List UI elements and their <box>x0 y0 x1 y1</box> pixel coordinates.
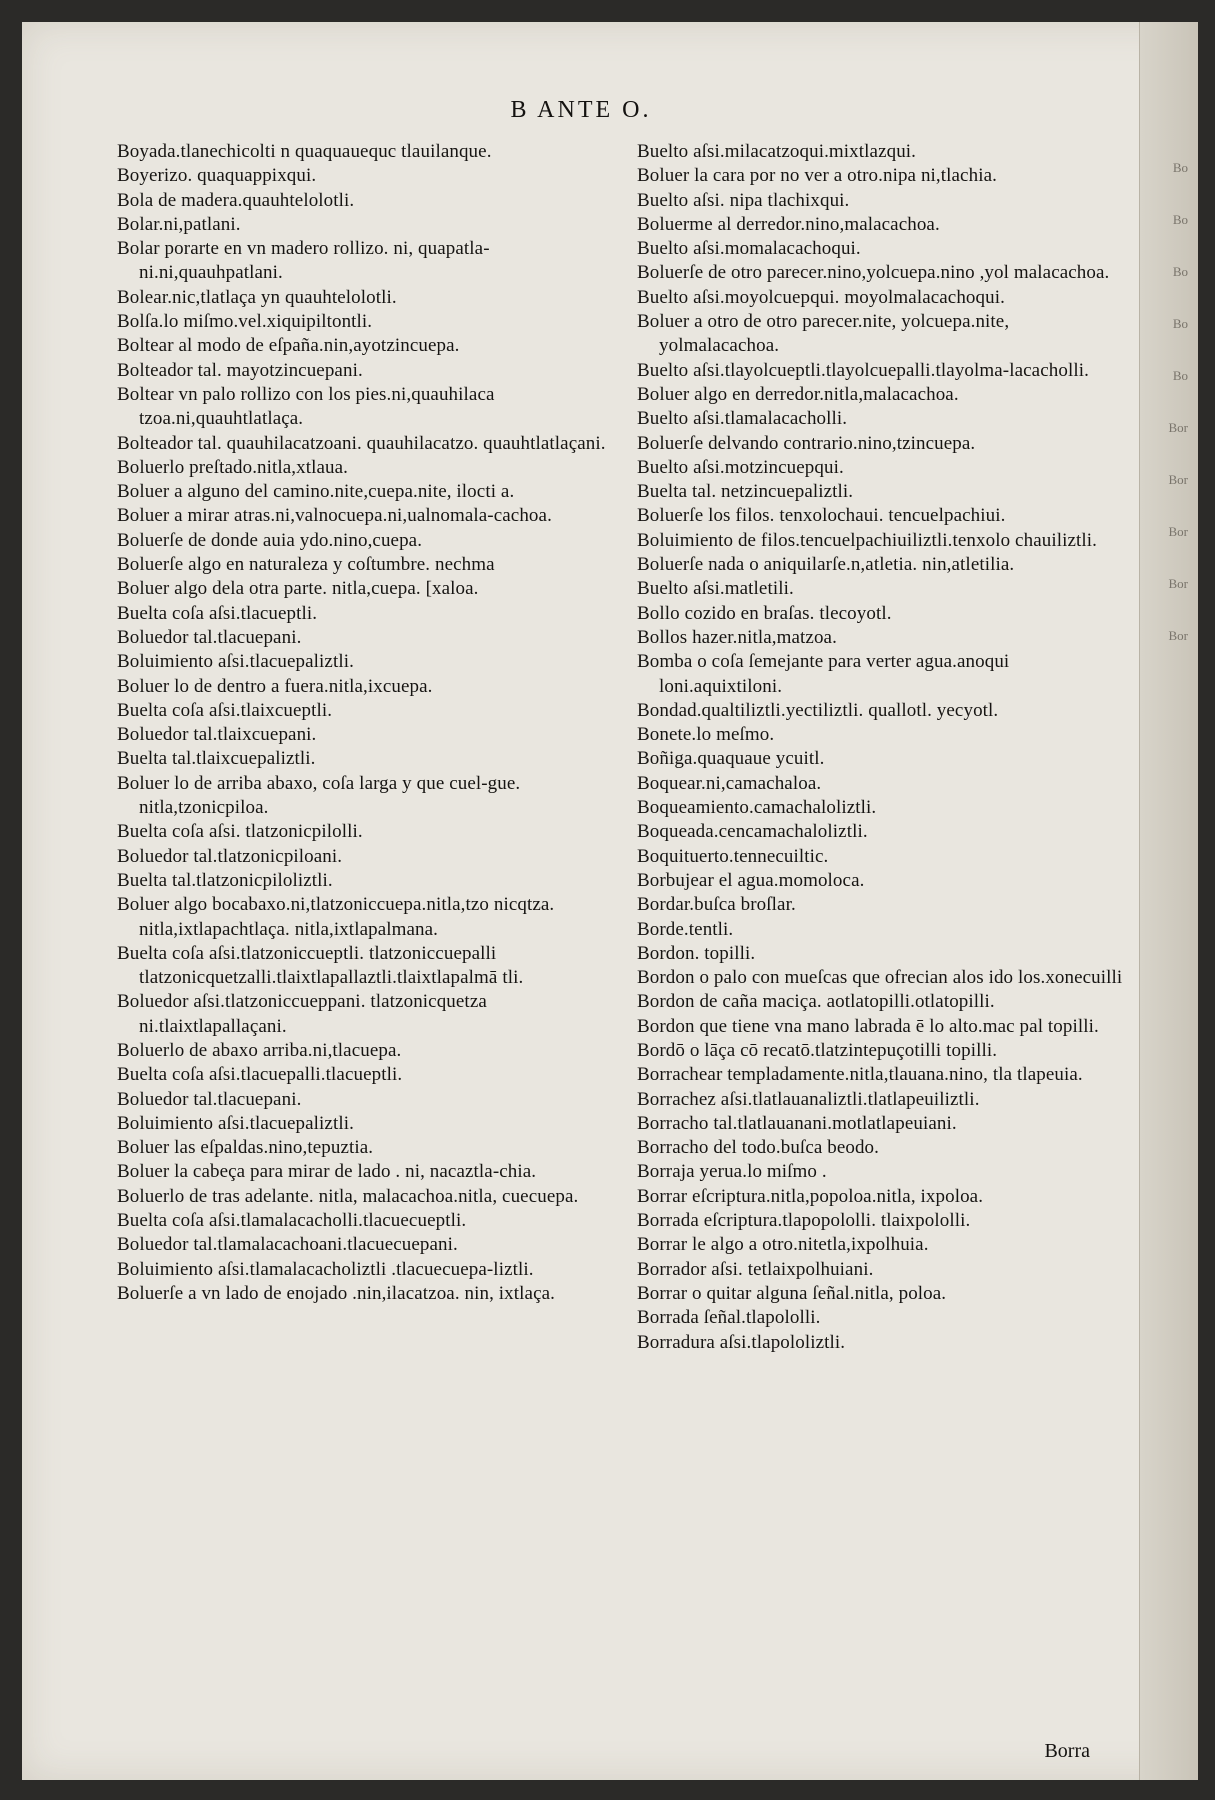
dictionary-entry: Bordon. topilli. <box>637 942 756 964</box>
adjacent-page-fragment: Bor <box>1168 576 1188 591</box>
dictionary-entry: Borbujear el agua.momoloca. <box>637 869 865 891</box>
dictionary-entry: Boquear.ni,camachaloa. <box>637 772 822 794</box>
dictionary-entry: Boluerſe de otro parecer.nino,yolcuepa.nino ,yol malacachoa. <box>637 262 1110 284</box>
adjacent-page-fragment: Bor <box>1168 524 1188 539</box>
dictionary-entry: Boltear al modo de eſpaña.nin,ayotzincuepa. <box>117 335 460 357</box>
dictionary-entry: Bollo cozido en braſas. tlecoyotl. <box>637 602 892 624</box>
dictionary-entry: Bolſa.lo miſmo.vel.xiquipiltontli. <box>117 311 373 333</box>
dictionary-entry: Boluimiento de filos.tencuelpachiuiliztli.tenxolo chauiliztli. <box>637 529 1097 551</box>
dictionary-entry: Boluer a alguno del camino.nite,cuepa.nite, ilocti a. <box>117 481 515 503</box>
dictionary-entry: Boqueada.cencamachaloliztli. <box>637 821 868 843</box>
dictionary-entry: Bordon que tiene vna mano labrada ē lo alto.mac pal topilli. <box>637 1015 1099 1037</box>
dictionary-entry: Boluerſe los filos. tenxolochaui. tencuelpachiui. <box>637 505 1006 527</box>
dictionary-entry: Boluedor tal.tlatzonicpiloani. <box>117 845 343 867</box>
dictionary-entry: Boluerſe algo en naturaleza y coſtumbre. nechma <box>117 554 495 576</box>
dictionary-entry: Bomba o coſa ſemejante para verter agua.anoqui loni.aquixtiloni. <box>637 651 1010 697</box>
dictionary-entry: Boluedor tal.tlacuepani. <box>117 1088 302 1110</box>
dictionary-entry: Boluerſe de donde auia ydo.nino,cuepa. <box>117 529 423 551</box>
dictionary-entry: Buelto aſsi.tlamalacacholli. <box>637 408 848 430</box>
adjacent-page-fragment: Bo <box>1172 160 1188 175</box>
dictionary-entry: Buelta coſa aſsi. tlatzonicpilolli. <box>117 821 363 843</box>
dictionary-entry: Buelta tal.tlatzonicpiloliztli. <box>117 869 333 891</box>
dictionary-entry: Boluerlo preſtado.nitla,xtlaua. <box>117 456 349 478</box>
dictionary-entry: Buelto aſsi.motzincuepqui. <box>637 456 844 478</box>
dictionary-entry: Buelto aſsi.moyolcuepqui. moyolmalacachoqui. <box>637 286 1005 308</box>
dictionary-entry: Boluer algo en derredor.nitla,malacachoa. <box>637 383 959 405</box>
dictionary-entry: Boluedor tal.tlacuepani. <box>117 626 302 648</box>
dictionary-entry: Buelta coſa aſsi.tlacueptli. <box>117 602 318 624</box>
adjacent-page-fragment: Bor <box>1168 472 1188 487</box>
dictionary-entry: Borrador aſsi. tetlaixpolhuiani. <box>637 1258 874 1280</box>
dictionary-entry: Borrachear templadamente.nitla,tlauana.nino, tla tlapeuia. <box>637 1064 1083 1086</box>
dictionary-entry: Boluerſe nada o aniquilarſe.n,atletia. nin,atletilia. <box>637 554 1015 576</box>
dictionary-entry: Boyerizo. quaquappixqui. <box>117 165 317 187</box>
dictionary-entry: Bordō o lāça cō recatō.tlatzintepuçotilli topilli. <box>637 1039 998 1061</box>
dictionary-entry: Boluerſe a vn lado de enojado .nin,ilacatzoa. nin, ixtlaça. <box>117 1282 555 1304</box>
dictionary-entry: Boluer a otro de otro parecer.nite, yolcuepa.nite, yolmalacachoa. <box>637 311 1010 357</box>
dictionary-entry: Boluimiento aſsi.tlacuepaliztli. <box>117 651 354 673</box>
dictionary-entry: Bondad.qualtiliztli.yectiliztli. quallotl. yecyotl. <box>637 699 999 721</box>
dictionary-entry: Boluerſe delvando contrario.nino,tzincuepa. <box>637 432 976 454</box>
book-page <box>22 22 1198 1780</box>
dictionary-entry: Boluer la cara por no ver a otro.nipa ni,tlachia. <box>637 165 997 187</box>
dictionary-entry: Boluer algo dela otra parte. nitla,cuepa. [xaloa. <box>117 578 479 600</box>
adjacent-page-fragment: Bo <box>1172 264 1188 279</box>
dictionary-entry: Boluedor tal.tlaixcuepani. <box>117 724 317 746</box>
adjacent-page-fragment: Bo <box>1172 368 1188 383</box>
dictionary-entry: Bolar porarte en vn madero rollizo. ni, quapatla-ni.ni,quauhpatlani. <box>117 238 490 284</box>
dictionary-entry: Buelta tal. netzincuepaliztli. <box>637 481 854 503</box>
dictionary-entry: Borrar o quitar alguna ſeñal.nitla, poloa. <box>637 1282 947 1304</box>
dictionary-entry: Buelta coſa aſsi.tlamalacacholli.tlacuecueptli. <box>117 1210 467 1232</box>
running-header: B ANTE O. <box>510 97 652 123</box>
dictionary-entry: Buelta coſa aſsi.tlacuepalli.tlacueptli. <box>117 1064 403 1086</box>
dictionary-entry: Bordon o palo con mueſcas que ofrecian alos ido los.xonecuilli <box>637 967 1123 989</box>
dictionary-entry: Bordon de caña maciça. aotlatopilli.otlatopilli. <box>637 991 995 1013</box>
dictionary-entry: Boluerme al derredor.nino,malacachoa. <box>637 213 940 235</box>
adjacent-page-fragment: Bo <box>1172 316 1188 331</box>
dictionary-entry: Borracho tal.tlatlauanani.motlatlapeuiani. <box>637 1112 957 1134</box>
dictionary-entry: Bordar.buſca broſlar. <box>637 894 796 916</box>
dictionary-entry: Boluer algo bocabaxo.ni,tlatzoniccuepa.nitla,tzo nicqtza. nitla,ixtlapachtlaça. nitla,ixtlapalmana. <box>117 894 555 940</box>
dictionary-entry: Boluerlo de tras adelante. nitla, malacachoa.nitla, cuecuepa. <box>117 1185 579 1207</box>
dictionary-entry: Buelta coſa aſsi.tlatzoniccueptli. tlatzoniccuepalli tlatzonicquetzalli.tlaixtlapallaztli.tlaixtlapalmā tli. <box>117 942 524 989</box>
dictionary-entry: Bonete.lo meſmo. <box>637 724 775 746</box>
dictionary-entry: Buelto aſsi.momalacachoqui. <box>637 238 861 260</box>
dictionary-entry: Boyada.tlanechicolti n quaquauequc tlauilanque. <box>117 141 492 162</box>
dictionary-entry: Borrada ſeñal.tlapololli. <box>637 1307 821 1329</box>
dictionary-entry: Boqueamiento.camachaloliztli. <box>637 797 877 819</box>
dictionary-entry: Bolteador tal. mayotzincuepani. <box>117 359 363 381</box>
dictionary-entry: Buelto aſsi.tlayolcueptli.tlayolcuepalli.tlayolma-lacacholli. <box>637 359 1089 381</box>
dictionary-entry: Borrada eſcriptura.tlapopololli. tlaixpololli. <box>637 1210 971 1232</box>
left-column <box>117 140 622 1306</box>
dictionary-entry: Buelto aſsi. nipa tlachixqui. <box>637 189 850 211</box>
dictionary-entry: Boluer las eſpaldas.nino,tepuztia. <box>117 1137 374 1159</box>
dictionary-entry: Buelta coſa aſsi.tlaixcueptli. <box>117 699 333 721</box>
dictionary-entry: Boluedor tal.tlamalacachoani.tlacuecuepani. <box>117 1234 458 1256</box>
dictionary-entry: Borrar le algo a otro.nitetla,ixpolhuia. <box>637 1234 929 1256</box>
dictionary-entry: Buelto aſsi.milacatzoqui.mixtlazqui. <box>637 141 917 162</box>
right-column <box>637 140 1132 1355</box>
dictionary-entry: Bolear.nic,tlatlaça yn quauhtelolotli. <box>117 286 397 308</box>
dictionary-entry: Boluimiento aſsi.tlacuepaliztli. <box>117 1112 354 1134</box>
dictionary-entry: Buelto aſsi.matletili. <box>637 578 794 600</box>
adjacent-page-edge <box>1139 22 1198 1780</box>
dictionary-entry: Boquituerto.tennecuiltic. <box>637 845 829 867</box>
dictionary-entry: Boluedor aſsi.tlatzoniccueppani. tlatzonicquetza ni.tlaixtlapallaçani. <box>117 991 487 1037</box>
dictionary-entry: Bola de madera.quauhtelolotli. <box>117 189 355 211</box>
dictionary-entry: Bolar.ni,patlani. <box>117 213 241 235</box>
catchword: Borra <box>1044 1740 1090 1762</box>
dictionary-entry: Borradura aſsi.tlapololiztli. <box>637 1331 846 1353</box>
dictionary-entry: Borrar eſcriptura.nitla,popoloa.nitla, ixpoloa. <box>637 1185 984 1207</box>
dictionary-entry: Boluer lo de dentro a fuera.nitla,ixcuepa. <box>117 675 433 697</box>
dictionary-entry: Bolteador tal. quauhilacatzoani. quauhilacatzo. quauhtlatlaçani. <box>117 432 606 454</box>
adjacent-page-fragments <box>1148 142 1188 662</box>
dictionary-entry: Bollos hazer.nitla,matzoa. <box>637 626 837 648</box>
dictionary-entry: Borrachez aſsi.tlatlauanaliztli.tlatlapeuiliztli. <box>637 1088 980 1110</box>
dictionary-entry: Borde.tentli. <box>637 918 734 940</box>
dictionary-entry: Boluimiento aſsi.tlamalacacholiztli .tlacuecuepa-liztli. <box>117 1258 534 1280</box>
dictionary-entry: Boñiga.quaquaue ycuitl. <box>637 748 825 770</box>
dictionary-entry: Boluer la cabeça para mirar de lado . ni, nacaztla-chia. <box>117 1161 537 1183</box>
dictionary-entry: Boluer lo de arriba abaxo, coſa larga y que cuel-gue. nitla,tzonicpiloa. <box>117 772 521 819</box>
dictionary-entry: Boluer a mirar atras.ni,valnocuepa.ni,ualnomala-cachoa. <box>117 505 552 527</box>
dictionary-entry: Borracho del todo.buſca beodo. <box>637 1137 880 1159</box>
adjacent-page-fragment: Bor <box>1168 420 1188 435</box>
adjacent-page-fragment: Bo <box>1172 212 1188 227</box>
dictionary-entry: Borraja yerua.lo miſmo . <box>637 1161 827 1183</box>
adjacent-page-fragment: Bor <box>1168 628 1188 643</box>
dictionary-entry: Buelta tal.tlaixcuepaliztli. <box>117 748 316 770</box>
dictionary-entry: Boltear vn palo rollizo con los pies.ni,quauhilaca tzoa.ni,quauhtlatlaça. <box>117 383 495 430</box>
dictionary-entry: Boluerlo de abaxo arriba.ni,tlacuepa. <box>117 1039 402 1061</box>
